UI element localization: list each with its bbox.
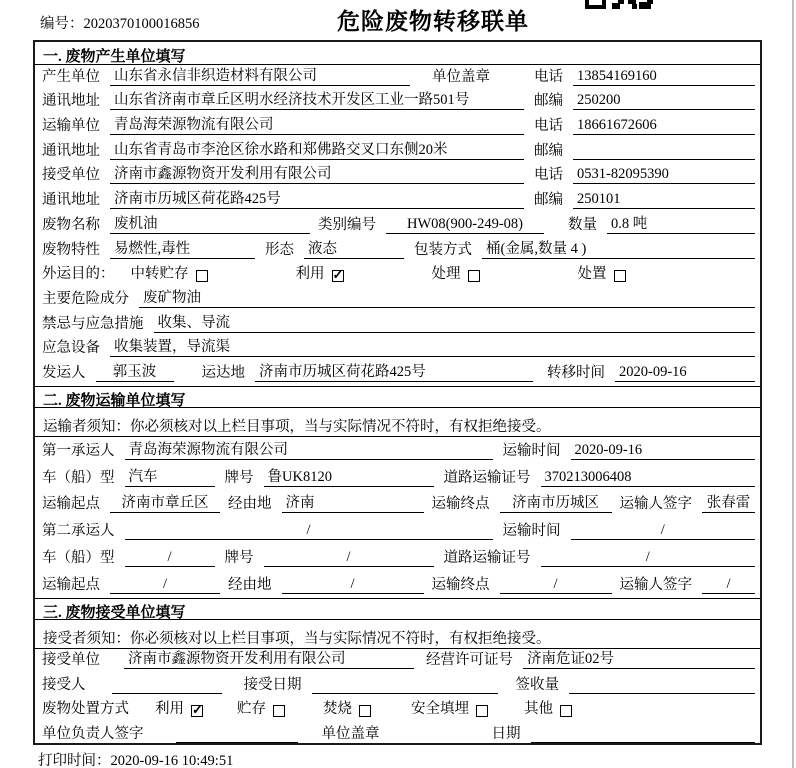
plate-1-label: 牌号 [224,469,254,486]
waste-category-label: 类别编号 [318,216,376,233]
destination-label: 运达地 [201,364,245,381]
waste-category-value: HW08(900-249-08) [386,216,544,234]
receiver-phone-label: 电话 [534,167,563,184]
carrier-sign-1-label: 运输人签字 [619,496,692,513]
receiver-unit-label: 接受单位 [42,167,100,184]
transfer-purpose-label: 外运目的： [42,266,115,283]
generator-phone-value: 13854169160 [573,68,755,86]
transport-address-label: 通讯地址 [42,142,100,159]
precaution-row [35,312,760,337]
receiver-unit-row [35,164,760,189]
manifest-form [33,40,762,745]
accepting-unit-row [35,649,760,674]
business-permit-value: 济南危证02号 [523,647,755,669]
acceptor-label: 接受人 [42,676,86,693]
purpose-option-transit [131,262,208,283]
disposal-utilize-label: 利用 [155,701,184,718]
business-permit-label: 经营许可证号 [426,652,513,669]
vehicle-type-2-label: 车（船）型 [42,549,115,566]
purpose-option-dispose [578,262,626,283]
purpose-option-treat [432,262,480,283]
route-start-1-label: 运输起点 [42,496,100,513]
generator-zip-value: 250200 [573,92,755,110]
transfer-time-value: 2020-09-16 [615,364,755,382]
second-carrier-label: 第二承运人 [42,523,115,540]
emergency-equipment-row [35,337,760,362]
serial-number: 2020370100016856 [83,16,200,32]
accept-date-value [312,677,498,694]
precaution-label: 禁忌与应急措施 [42,315,144,332]
road-permit-1-label: 道路运输证号 [443,469,531,486]
route-end-2-label: 运输终点 [431,576,490,593]
disposal-incinerate-label: 焚烧 [323,701,352,718]
transport-address-value: 山东省青岛市李沧区徐水路和郑佛路交叉口东侧20米 [110,138,524,160]
print-time-line [38,749,233,768]
carrier-sign-2-value: / [702,576,755,594]
disposal-method-row [35,698,760,723]
section-2-header: 二. 废物运输单位填写 [35,386,760,408]
qr-code-fragment-icon [585,0,655,9]
purpose-dispose-label: 处置 [577,266,607,283]
road-permit-2-value: / [541,549,756,567]
second-carrier-row [35,517,760,544]
sign-date-label: 日期 [491,725,521,742]
disposal-store-label: 贮存 [237,701,266,718]
receiver-address-label: 通讯地址 [42,192,100,209]
waste-form-value: 液态 [304,237,404,259]
packing-label: 包装方式 [414,241,472,258]
acceptor-value [112,677,222,694]
hazard-component-value: 废矿物油 [139,286,755,308]
transporter-notice: 运输者须知：你必须核对以上栏目事项，当与实际情况不符时，有权拒绝接受。 [35,408,760,437]
transport-time-2-value: / [571,522,756,540]
emergency-equipment-value: 收集装置，导流渠 [110,335,755,357]
route-via-2-value: / [282,576,424,594]
road-permit-1-value: 370213006408 [541,469,756,487]
unit-seal-2-label: 单位盖章 [321,725,380,742]
route-2-row [35,571,760,598]
dispatcher-value: 郭玉波 [96,360,174,382]
section-receiver [35,598,760,747]
waste-props-row [35,238,760,263]
page-title: 危险废物转移联单 [337,9,529,34]
accepting-unit-value: 济南市鑫源物资开发利用有限公司 [124,647,414,669]
carrier-sign-1-value: 张春雷 [702,491,755,513]
checkbox-disposal-utilize [191,705,203,717]
serial-label: 编号： [40,16,84,32]
dispatch-row [35,361,760,386]
checkbox-disposal-store [273,705,285,717]
receiver-unit-value: 济南市鑫源物资开发利用有限公司 [110,162,524,184]
disposal-other-label: 其他 [524,701,553,718]
transport-phone-label: 电话 [534,118,563,135]
acceptance-row [35,673,760,698]
waste-qty-label: 数量 [568,216,597,233]
disposal-option-incinerate [323,697,371,718]
first-carrier-value: 青岛海荣源物流有限公司 [125,438,493,460]
transport-time-2-label: 运输时间 [502,523,561,540]
carrier-sign-2-label: 运输人签字 [619,576,692,593]
waste-props-value: 易燃性,毒性 [110,237,255,259]
receiver-phone-value: 0531-82095390 [573,166,755,184]
route-end-1-value: 济南市历城区 [500,491,612,513]
route-via-1-value: 济南 [282,491,424,513]
dispatcher-label: 发运人 [42,364,86,381]
disposal-option-landfill [411,697,488,718]
purpose-transit-label: 中转贮存 [130,266,189,283]
disposal-option-other [524,697,572,718]
road-permit-2-label: 道路运输证号 [443,549,531,566]
route-end-1-label: 运输终点 [431,496,490,513]
transfer-time-label: 转移时间 [547,364,605,381]
generator-unit-value: 山东省永信非织造材料有限公司 [110,64,410,86]
first-carrier-label: 第一承运人 [42,442,115,459]
transport-time-1-value: 2020-09-16 [571,442,756,460]
generator-unit-label: 产生单位 [42,68,100,85]
received-qty-label: 签收量 [515,676,559,693]
transport-unit-value: 青岛海荣源物流有限公司 [110,113,524,135]
hazard-component-label: 主要危险成分 [42,290,129,307]
waste-name-value: 废机油 [110,212,310,234]
plate-1-value: 鲁UK8120 [264,465,434,487]
transport-zip-label: 邮编 [534,142,563,159]
emergency-equipment-label: 应急设备 [42,340,100,357]
generator-phone-label: 电话 [534,68,563,85]
second-carrier-value: / [125,522,493,540]
route-start-2-label: 运输起点 [42,576,100,593]
receiver-zip-value: 250101 [573,191,755,209]
route-1-row [35,491,760,518]
disposal-landfill-label: 安全填埋 [411,701,469,718]
route-via-2-label: 经由地 [228,576,272,593]
sign-date-value [531,726,756,743]
responsible-sign-row [35,722,760,747]
waste-form-label: 形态 [265,241,294,258]
receiver-address-row [35,188,760,213]
transport-phone-value: 18661672606 [573,117,755,135]
waste-qty-value: 0.8 吨 [607,212,755,234]
vehicle-type-1-label: 车（船）型 [42,469,115,486]
receiver-zip-label: 邮编 [534,192,563,209]
checkbox-disposal-landfill [476,705,488,717]
accepting-unit-label: 接受单位 [42,652,100,669]
checkbox-disposal-incinerate [359,705,371,717]
transport-zip-value [573,143,755,160]
packing-value: 桶(金属,数量 4 ) [482,237,755,259]
section-generator [35,42,760,386]
destination-value: 济南市历城区荷花路425号 [255,360,533,382]
purpose-utilize-label: 利用 [295,266,325,283]
section-1-header: 一. 废物产生单位填写 [35,42,760,65]
hazard-component-row [35,287,760,312]
vehicle-type-1-value: 汽车 [125,465,215,487]
plate-2-label: 牌号 [224,549,254,566]
purpose-option-utilize [296,262,344,283]
vehicle-type-2-value: / [125,549,215,567]
waste-props-label: 废物特性 [42,241,100,258]
checkbox-dispose [614,270,626,282]
generator-unit-row [35,65,760,90]
receiver-notice: 接受者须知：你必须核对以上栏目事项，当与实际情况不符时，有权拒绝接受。 [35,620,760,649]
transport-time-1-label: 运输时间 [502,442,561,459]
checkbox-transit-storage [196,270,208,282]
checkbox-disposal-other [560,705,572,717]
vehicle-2-row [35,544,760,571]
plate-2-value: / [264,549,434,567]
section-transporter [35,386,760,598]
checkbox-utilize [332,270,344,282]
accept-date-label: 接受日期 [243,676,302,693]
first-carrier-row [35,437,760,464]
checkbox-treat [468,270,480,282]
generator-zip-label: 邮编 [534,93,563,110]
transport-unit-row [35,114,760,139]
disposal-option-store [237,697,285,718]
route-via-1-label: 经由地 [228,496,272,513]
vehicle-1-row [35,464,760,491]
section-3-header: 三. 废物接受单位填写 [35,598,760,620]
transfer-purpose-row [35,263,760,288]
responsible-sign-label: 单位负责人签字 [42,725,144,742]
waste-name-row [35,213,760,238]
disposal-option-utilize [155,697,203,718]
generator-address-value: 山东省济南市章丘区明水经济技术开发区工业一路501号 [110,88,524,110]
disposal-method-label: 废物处置方式 [42,701,129,718]
page-right-edge [792,0,794,768]
received-qty-value [569,677,755,694]
generator-address-label: 通讯地址 [42,93,100,110]
serial-number-line [40,12,200,33]
transport-unit-label: 运输单位 [42,118,100,135]
responsible-sign-value [176,726,298,743]
print-time-value: 2020-09-16 10:49:51 [110,753,234,768]
route-start-2-value: / [110,576,220,594]
route-end-2-value: / [500,576,612,594]
transport-address-row [35,139,760,164]
unit-seal-label: 单位盖章 [432,68,490,85]
waste-name-label: 废物名称 [42,216,100,233]
purpose-treat-label: 处理 [431,266,461,283]
precaution-value: 收集、导流 [154,311,756,333]
receiver-address-value: 济南市历城区荷花路425号 [110,187,524,209]
route-start-1-value: 济南市章丘区 [110,491,220,513]
print-time-label: 打印时间： [38,753,111,768]
generator-address-row [35,90,760,115]
